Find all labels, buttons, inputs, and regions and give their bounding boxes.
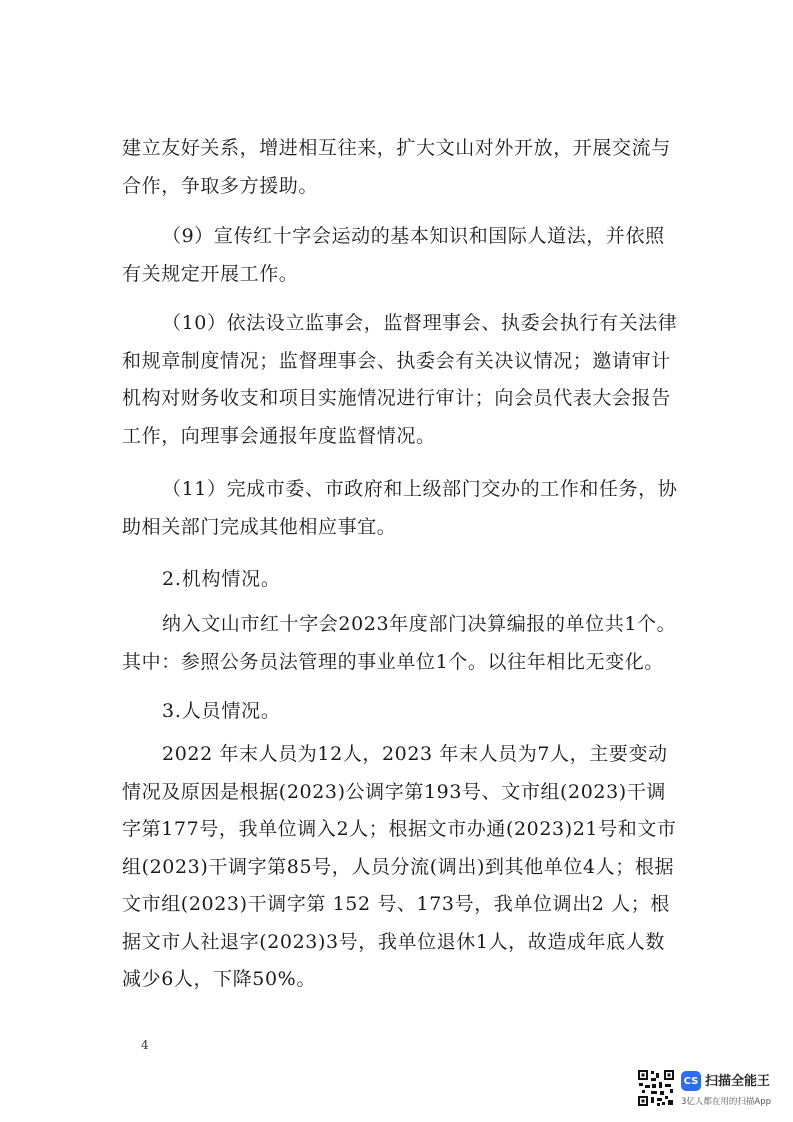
qr-code-icon	[637, 1069, 675, 1107]
paragraph-organization: 纳入文山市红十字会2023年度部门决算编报的单位共1个。其中：参照公务员法管理的事业单位1个。以往年相比无变化。	[122, 613, 677, 673]
paragraph-personnel: 2022 年末人员为12人，2023 年末人员为7人，主要变动情况及原因是根据(2023)公调字第193号、文市组(2023)干调字第177号，我单位调入2人；根据文市办通(2023)21号和文市组(2023)干调字第85号，人员分流(调出)到其他单位4人；根据文市组(2023)干调字第 152 号、173号，我单位调出2 人；根据文市人社退字(2023)3号，我单位退休1人，故造成年底人数减少6人，下降50%。	[122, 743, 677, 990]
paragraph-item-11: （11）完成市委、市政府和上级部门交办的工作和任务，协助相关部门完成其他相应事宜。	[122, 478, 678, 538]
paragraph-continuation: 建立友好关系，增进相互往来，扩大文山对外开放，开展交流与合作，争取多方援助。	[122, 137, 671, 197]
section-heading-personnel: 3.人员情况。	[162, 700, 281, 722]
section-heading-organization: 2.机构情况。	[162, 568, 281, 590]
watermark-tagline: 3亿人都在用的扫描App	[681, 1097, 772, 1107]
scanner-watermark	[637, 1067, 777, 1111]
paragraph-item-9: （9）宣传红十字会运动的基本知识和国际人道法，并依照有关规定开展工作。	[122, 225, 665, 285]
paragraph-item-10: （10）依法设立监事会，监督理事会、执委会执行有关法律和规章制度情况；监督理事会、执委会有关决议情况；邀请审计机构对财务收支和项目实施情况进行审计；向会员代表大会报告工作，向理事会通报年度监督情况。	[122, 312, 678, 447]
watermark-brand: 扫描全能王	[705, 1074, 771, 1089]
camscanner-logo-icon: CS	[681, 1071, 701, 1091]
page-number: 4	[141, 1038, 149, 1052]
